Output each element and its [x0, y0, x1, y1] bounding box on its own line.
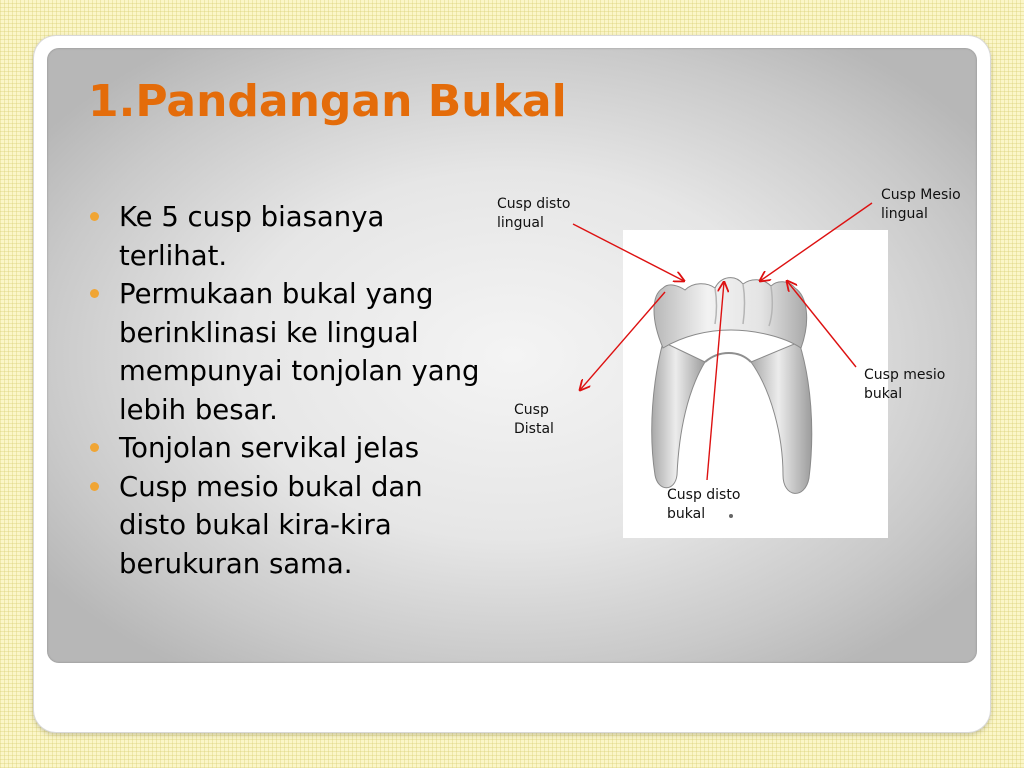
arrow-cusp-disto-lingual	[573, 224, 684, 281]
arrow-cusp-mesio-lingual	[760, 203, 872, 281]
label-line: Cusp Mesio	[881, 187, 961, 203]
label-line: Cusp	[514, 402, 549, 418]
arrow-cusp-distal	[580, 292, 665, 390]
slide-title: 1.Pandangan Bukal	[88, 76, 567, 127]
bullet-text: Tonjolan servikal jelas	[119, 432, 420, 464]
label-cusp-mesio-lingual	[881, 186, 961, 224]
label-line: Cusp disto	[667, 487, 741, 503]
arrow-cusp-disto-bukal	[707, 282, 724, 480]
label-line: lingual	[881, 206, 928, 222]
label-line: bukal	[864, 386, 903, 402]
label-line: Distal	[514, 421, 554, 437]
label-line: Cusp mesio	[864, 367, 946, 383]
bullet-text: Ke 5 cusp biasanya terlihat.	[119, 201, 385, 272]
label-line: bukal	[667, 506, 706, 522]
arrow-cusp-mesio-bukal	[787, 281, 856, 367]
bullet-text: Cusp mesio bukal dan disto bukal kira-kira berukuran sama.	[119, 470, 423, 580]
label-cusp-disto-bukal	[667, 486, 740, 524]
label-cusp-disto-lingual	[497, 195, 570, 233]
bullet-text: Permukaan bukal yang berinklinasi ke lingual mempunyai tonjolan yang lebih besar.	[119, 278, 480, 426]
label-cusp-mesio-bukal	[864, 366, 945, 404]
label-cusp-distal	[514, 401, 554, 439]
label-line: lingual	[497, 215, 544, 231]
label-line: Cusp disto	[497, 196, 571, 212]
